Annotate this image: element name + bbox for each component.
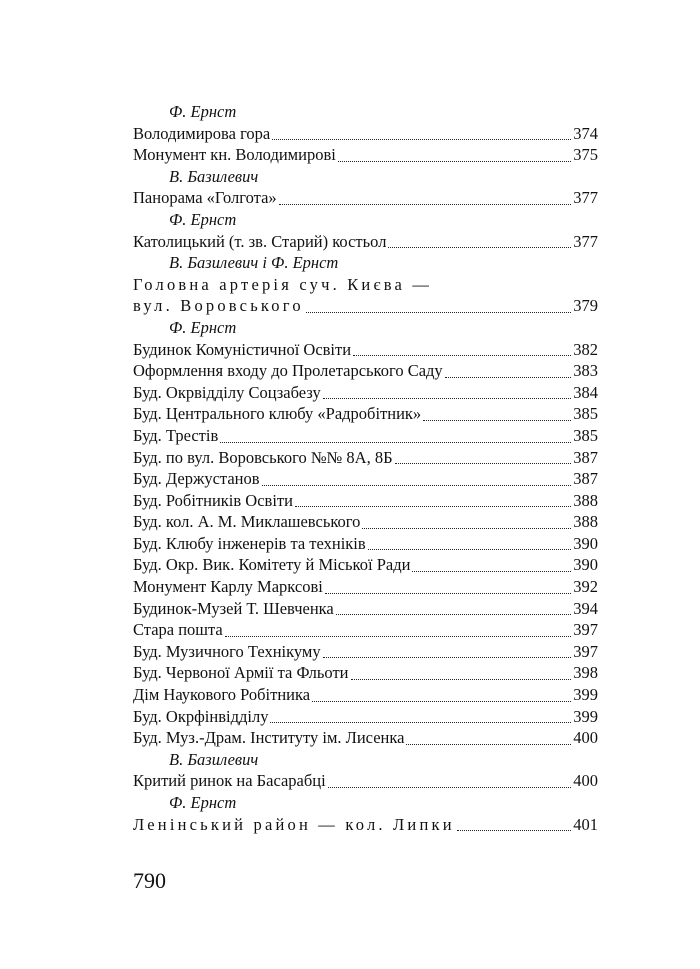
toc-entry-page: 374 [573,123,598,143]
toc-entry-page: 398 [573,663,598,683]
toc-entry [133,511,598,533]
dot-leader [406,744,571,745]
toc-entry-page: 375 [573,145,598,165]
toc-author: Ф. Ернст [169,102,237,121]
toc-entry-title: Володимирова гора [133,123,271,143]
dot-leader [388,247,571,248]
dot-leader [362,528,571,529]
toc-entry [133,814,598,836]
toc-entry-title: Ленінський район — кол. Липки [133,814,455,834]
toc-entry-title: Буд. Окрфінвідділу [133,706,269,726]
toc-entry [133,490,598,512]
dot-leader [279,204,572,205]
dot-leader [312,701,571,702]
toc-author: Ф. Ернст [169,317,237,337]
toc-entry [133,123,598,145]
toc-entry-page: 387 [573,469,598,489]
page-number: 790 [133,868,166,893]
dot-leader [323,398,572,399]
toc-entry [133,339,598,361]
toc-entry-title: Католицький (т. зв. Старий) костьол [133,231,387,251]
toc-entry-page: 388 [573,490,598,510]
toc-entry-title: Буд. Центрального клюбу «Радробітник» [133,404,422,424]
toc-author: В. Базилевич і Ф. Ернст [169,253,339,273]
toc-entry [133,468,598,490]
toc-entry-title: Буд. Трестів [133,425,219,445]
toc-entry-title: Буд. Окр. Вик. Комітету й Міської Ради [133,555,411,575]
dot-leader [220,442,571,443]
toc-entry-title: Буд. Окрвідділу Соцзабезу [133,382,321,402]
toc-entry-title: Панорама «Голгота» [133,188,277,208]
toc-entry-page: 392 [573,577,598,597]
toc-entry-page: 384 [573,382,598,402]
toc-entry [133,360,598,382]
toc-entry-title: Буд. Муз.-Драм. Інституту ім. Лисенка [133,728,405,748]
toc-entry [133,706,598,728]
dot-leader [262,485,572,486]
toc-entry-page: 397 [573,620,598,640]
toc-entry-page: 401 [573,814,598,834]
dot-leader [457,830,572,831]
toc-entry [133,425,598,447]
table-of-contents [133,101,598,835]
toc-entry [133,770,598,792]
dot-leader [325,593,571,594]
toc-author: Ф. Ернст [169,793,237,812]
toc-entry [133,187,598,209]
dot-leader [295,506,571,507]
toc-entry-title: Оформлення входу до Пролетарського Саду [133,361,443,381]
toc-entry-title: Критий ринок на Басарабці [133,771,326,791]
toc-entry [133,662,598,684]
toc-entry [133,403,598,425]
toc-entry-title: Будинок-Музей Т. Шевченка [133,598,334,618]
toc-entry [133,382,598,404]
dot-leader [395,463,572,464]
toc-author: Ф. Ернст [169,209,237,229]
toc-entry-page: 390 [573,555,598,575]
dot-leader [338,161,571,162]
toc-entry-title: Монумент кн. Володимирові [133,145,336,165]
toc-entry [133,684,598,706]
dot-leader [323,657,572,658]
toc-entry-page: 400 [573,728,598,748]
toc-entry-page: 379 [573,296,598,316]
toc-entry [133,533,598,555]
toc-entry-title: Буд. по вул. Воровського №№ 8А, 8Б [133,447,393,467]
toc-entry-title: Монумент Карлу Марксові [133,577,323,597]
toc-entry-page: 399 [573,685,598,705]
dot-leader [272,139,571,140]
toc-entry-page: 394 [573,598,598,618]
dot-leader [306,312,571,313]
toc-entry-title: Буд. Держустанов [133,469,260,489]
dot-leader [225,636,572,637]
dot-leader [368,549,572,550]
toc-entry [133,619,598,641]
dot-leader [423,420,571,421]
dot-leader [353,355,571,356]
toc-entry-page: 383 [573,361,598,381]
toc-author: В. Базилевич [169,166,259,186]
toc-entry-page: 397 [573,641,598,661]
toc-entry-page: 385 [573,425,598,445]
toc-entry-title: Буд. Робітників Освіти [133,490,293,510]
toc-entry-page: 390 [573,533,598,553]
toc-entry-title: Буд. Музичного Технікуму [133,641,321,661]
dot-leader [328,787,572,788]
toc-entry [133,727,598,749]
toc-entry [133,598,598,620]
dot-leader [351,679,572,680]
toc-entry-title: Стара пошта [133,620,223,640]
toc-entry-title: Дім Наукового Робітника [133,685,311,705]
dot-leader [445,377,572,378]
toc-entry-title: вул. Воровського [133,296,304,316]
toc-entry-title: Буд. Клюбу інженерів та техніків [133,533,366,553]
toc-entry [133,641,598,663]
toc-entry-title: Будинок Комуністичної Освіти [133,339,352,359]
dot-leader [412,571,571,572]
toc-entry [133,554,598,576]
toc-entry [133,231,598,253]
dot-leader [270,722,571,723]
toc-entry-title-line: Головна артерія суч. Києва — [133,274,433,294]
toc-entry-title: Буд. кол. А. М. Миклашевського [133,512,361,532]
toc-entry-page: 385 [573,404,598,424]
toc-author: В. Базилевич [169,749,259,769]
toc-entry [133,144,598,166]
toc-entry-page: 377 [573,231,598,251]
toc-entry-title: Буд. Червоної Армії та Фльоти [133,663,349,683]
toc-entry-page: 400 [573,771,598,791]
toc-entry [133,576,598,598]
toc-entry-page: 377 [573,188,598,208]
toc-entry [133,295,598,317]
toc-entry-page: 382 [573,339,598,359]
toc-entry-page: 387 [573,447,598,467]
toc-entry-page: 399 [573,706,598,726]
toc-entry-page: 388 [573,512,598,532]
toc-entry [133,447,598,469]
dot-leader [336,614,572,615]
